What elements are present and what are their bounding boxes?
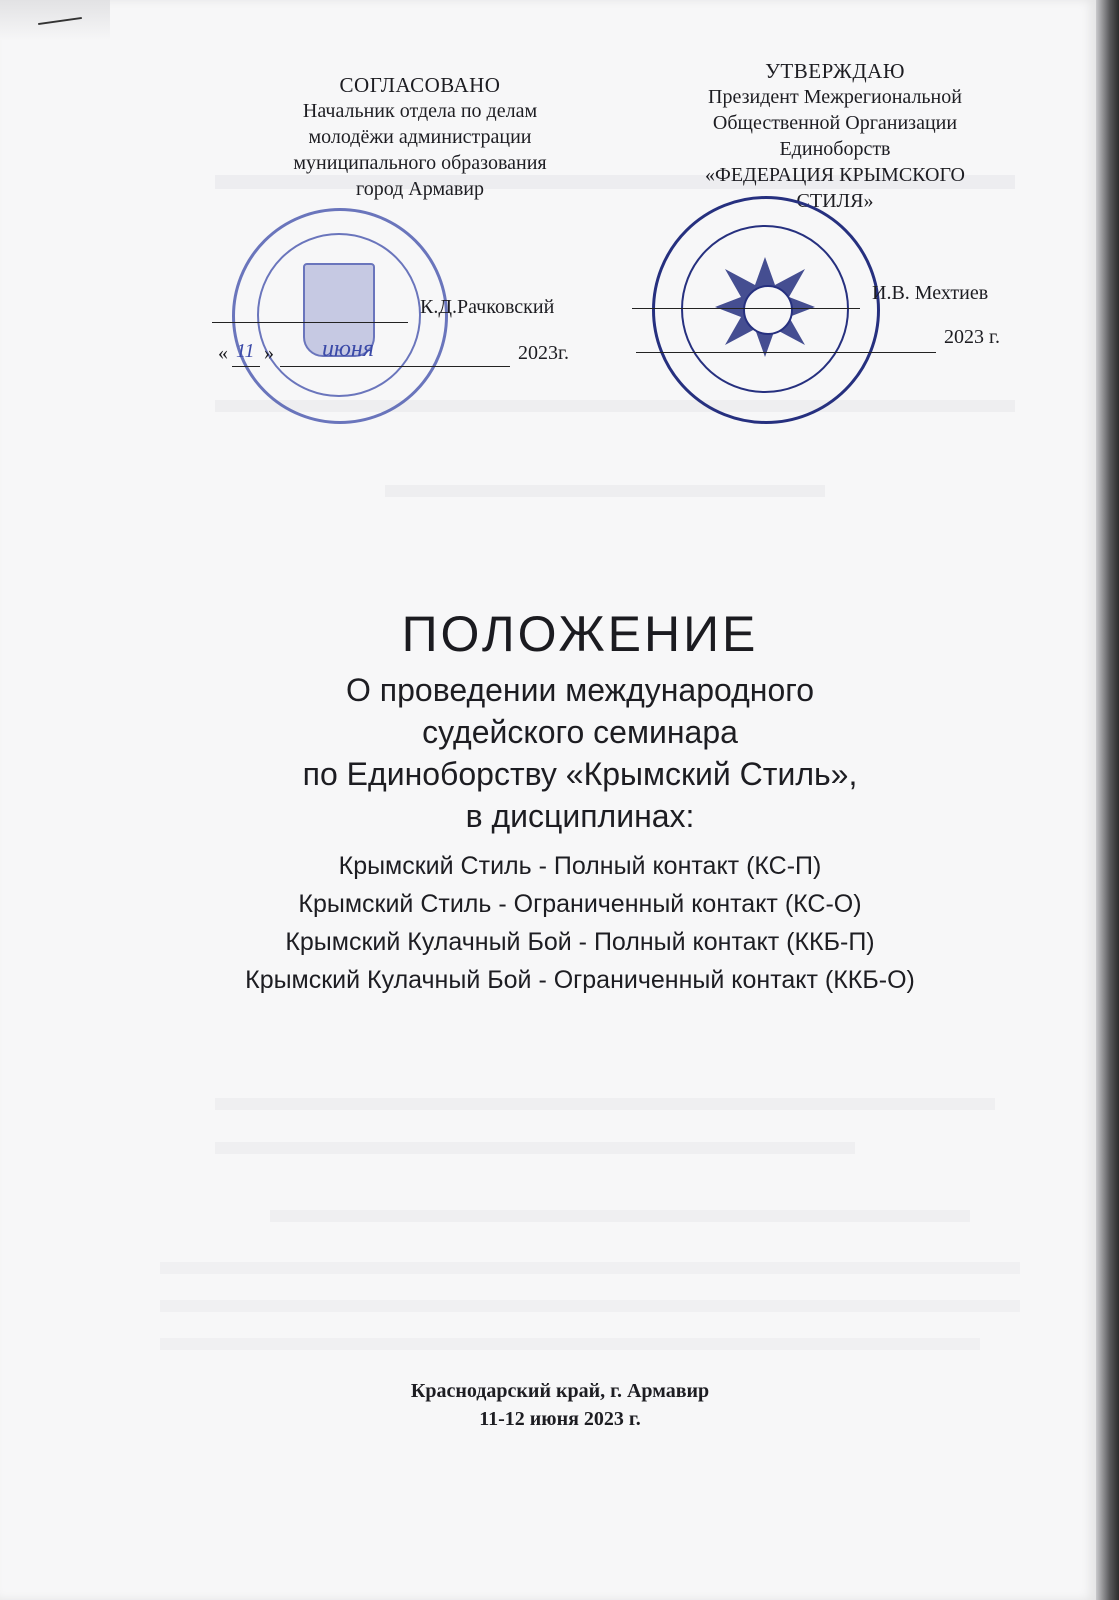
agreed-date-close-quote: »: [264, 342, 274, 364]
date-line: [636, 352, 936, 353]
federation-stamp-icon: [652, 196, 880, 424]
approved-line: СТИЛЯ»: [796, 190, 874, 212]
agreed-line: молодёжи администрации: [308, 126, 532, 148]
document-title: ПОЛОЖЕНИЕ: [401, 606, 759, 662]
approved-line: Общественной Организации: [712, 112, 958, 134]
approved-block: [620, 58, 1050, 214]
agreed-date-year: 2023г.: [518, 342, 569, 364]
signature-line: [632, 308, 860, 309]
municipal-stamp-icon: [232, 208, 448, 424]
agreed-line: город Армавир: [356, 178, 484, 200]
approved-date-year: 2023 г.: [944, 326, 1000, 348]
agreed-line: муниципального образования: [293, 152, 547, 174]
footer-dates: 11-12 июня 2023 г.: [479, 1408, 641, 1430]
agreed-date-open-quote: «: [218, 342, 228, 364]
approved-line: Единоборств: [779, 138, 891, 160]
discipline-item: Крымский Стиль - Ограниченный контакт (КС-О): [298, 890, 862, 918]
signature-line: [212, 322, 408, 323]
approved-heading: УТВЕРЖДАЮ: [765, 59, 905, 83]
approved-signer: И.В. Мехтиев: [872, 282, 989, 304]
subtitle-line: О проведении международного: [346, 672, 814, 708]
subtitle-line: в дисциплинах:: [465, 798, 695, 834]
agreed-heading: СОГЛАСОВАНО: [339, 73, 501, 97]
agreed-block: [220, 72, 620, 202]
agreed-signer: К.Д.Рачковский: [420, 296, 555, 318]
discipline-item: Крымский Кулачный Бой - Полный контакт (ККБ-П): [285, 928, 875, 956]
discipline-item: Крымский Стиль - Полный контакт (КС-П): [338, 852, 822, 880]
date-day-line: [232, 366, 260, 367]
date-month-line: [280, 366, 510, 367]
agreed-line: Начальник отдела по делам: [302, 100, 538, 122]
discipline-item: Крымский Кулачный Бой - Ограниченный контакт (ККБ-О): [245, 966, 915, 994]
page-corner-curl: [0, 0, 110, 40]
page-edge-shadow: [1096, 0, 1119, 1600]
agreed-date-month: июня: [322, 336, 374, 362]
subtitle-line: по Единоборству «Крымский Стиль»,: [302, 756, 858, 792]
footer-place: Краснодарский край, г. Армавир: [410, 1380, 710, 1402]
approved-line: Президент Межрегиональной: [708, 86, 962, 108]
subtitle-line: судейского семинара: [422, 714, 738, 750]
approved-line: «ФЕДЕРАЦИЯ КРЫМСКОГО: [705, 164, 965, 186]
agreed-date-day: 11: [236, 340, 255, 362]
